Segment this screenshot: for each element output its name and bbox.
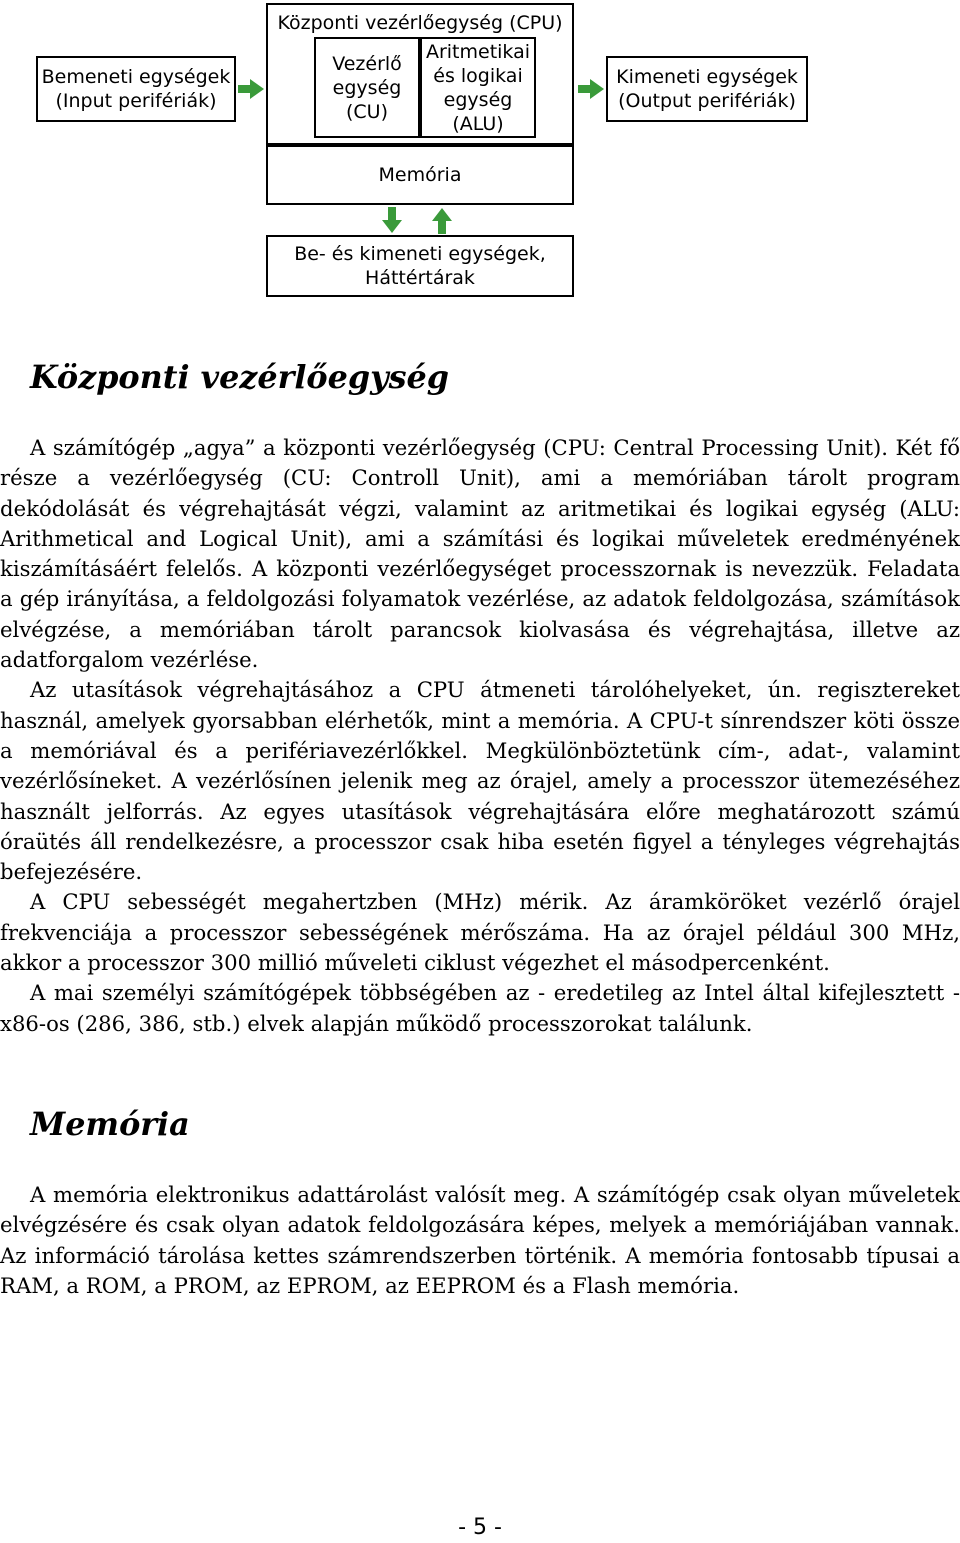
storage-line: Háttértárak [365, 267, 475, 289]
output-line: Kimeneti egységek [616, 66, 798, 88]
storage-line: Be- és kimeneti egységek, [294, 243, 546, 265]
alu-line: Aritmetikai [425, 40, 531, 63]
input-line: Bemeneti egységek [41, 66, 231, 88]
arrow-up-icon [432, 208, 452, 234]
paragraph: A számítógép „agya” a központi vezérlőegység (CPU: Central Processing Unit). Két fő része a vezérlőegység (CU: Controll Unit), ami a memóriában tárolt program dekódolását és végrehajtását végzi, valamint az aritmetikai és logikai egység (ALU: Arithmetical and Logical Unit), ami a számítási és logikai műveletek eredményének kiszámításáért felelős. A központi vezérlőegységet processzornak is nevezzük. Feladata a gép irányítása, a feldolgozási folyamatok vezérlése, az adatok feldolgozása, számítások elvégzése, a memóriában tárolt parancsok kiolvasása és végrehajtása, illetve az adatforgalom vezérlése. [0, 435, 960, 673]
cu-line: Vezérlő [332, 52, 402, 75]
diagram-arrows [0, 0, 960, 300]
cu-line: egység [332, 76, 402, 99]
alu-line: és logikai [433, 64, 523, 87]
alu-line: egység [443, 88, 513, 111]
section-heading: Memória [30, 1105, 190, 1143]
paragraph: A memória elektronikus adattárolást valósít meg. A számítógép csak olyan műveletek elvégzésére és csak olyan adatok feldolgozására képes, melyek a memóriájában vannak. Az információ tárolása kettes számrendszerben történik. A memória fontosabb típusai a RAM, a ROM, a PROM, az EPROM, az EEPROM és a Flash memória. [0, 1181, 960, 1298]
paragraph: A mai személyi számítógépek többségében az - eredetileg az Intel által kifejlesztett - x86-os (286, 386, stb.) elvek alapján működő processzorokat találunk. [0, 980, 960, 1036]
paragraph: Az utasítások végrehajtásához a CPU átmeneti tárolóhelyeket, ún. regisztereket használ, amelyek gyorsabban elérhetők, mint a memória. A CPU-t sínrendszer köti össze a memóriával és a perifériavezérlőkkel. Megkülönböztetünk cím-, adat-, valamint vezérlősíneket. A vezérlősínen jelenik meg az órajel, amely a processzor ütemezéséhez használt jelforrás. Az egyes utasítások végrehajtására előre meghatározott számú óraütés áll rendelkezésre, a processzor csak hiba esetén figyel a tényleges végrehajtás befejezésére. [0, 677, 960, 885]
arrow-down-icon [382, 207, 402, 233]
section-heading: Központi vezérlőegység [30, 359, 449, 396]
memory-label: Memória [378, 164, 462, 186]
document-body [0, 352, 960, 1301]
cu-line: (CU) [346, 100, 388, 123]
cpu-title: Központi vezérlőegység (CPU) [277, 12, 563, 34]
arrow-right-icon [238, 79, 264, 99]
arrow-right-icon [578, 79, 604, 99]
alu-line: (ALU) [452, 112, 504, 135]
page-number: - 5 - [458, 1515, 502, 1540]
input-line: (Input perifériák) [55, 90, 217, 112]
paragraph: A CPU sebességét megahertzben (MHz) mérik. Az áramköröket vezérlő órajel frekvenciája a processzor sebességének mérőszáma. Ha az órajel például 300 MHz, akkor a processzor 300 millió műveleti ciklust végezhet el másodpercenként. [0, 889, 960, 976]
output-line: (Output perifériák) [618, 90, 796, 112]
architecture-diagram [0, 0, 960, 300]
